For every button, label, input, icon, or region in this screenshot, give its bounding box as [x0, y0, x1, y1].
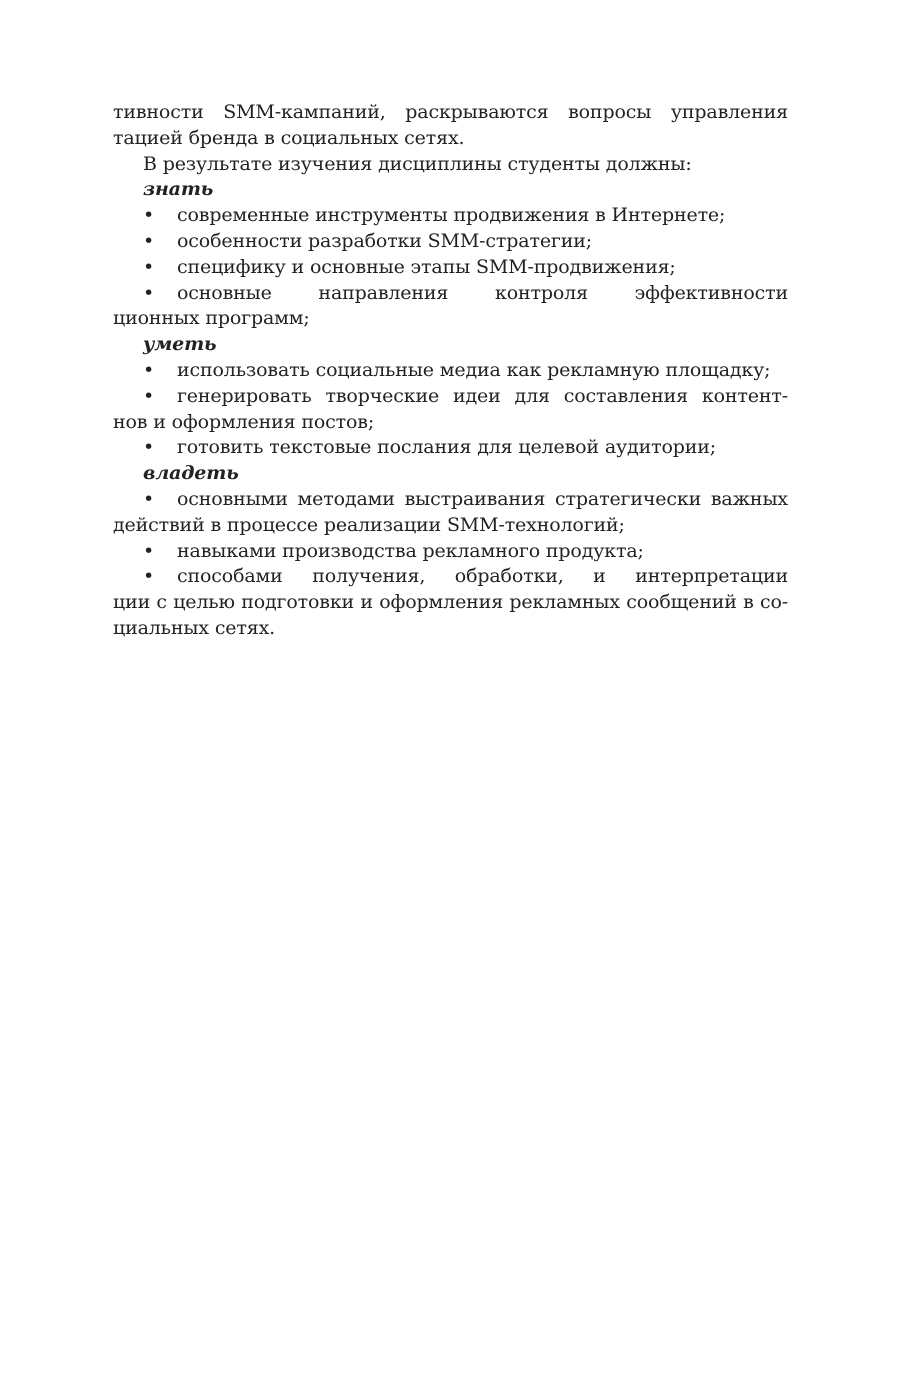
intro-line-3: В результате изучения дисциплины студенты должны: — [143, 152, 692, 175]
list-item — [113, 203, 788, 229]
list-item-text: особенности разработки SMM-стратегии; — [177, 229, 593, 252]
list-item-continuation: нов и оформления постов; — [113, 410, 375, 433]
list-item-text: специфику и основные этапы SMM-продвижения; — [177, 255, 676, 278]
list-item — [113, 564, 788, 590]
bullet-icon: • — [143, 204, 155, 227]
list-item — [113, 358, 788, 384]
list-item — [113, 255, 788, 281]
bullet-icon: • — [143, 487, 155, 510]
list-item — [113, 435, 788, 461]
list-item-text: навыками производства рекламного продукта; — [177, 539, 644, 562]
bullet-icon: • — [143, 565, 155, 588]
section-heading-can: уметь — [143, 333, 217, 356]
document-page — [113, 100, 788, 642]
bullet-icon: • — [143, 281, 155, 304]
list-item — [113, 487, 788, 513]
bullet-icon: • — [143, 539, 155, 562]
bullet-icon: • — [143, 436, 155, 459]
section-heading-master: владеть — [143, 462, 239, 485]
list-item — [113, 281, 788, 307]
list-item-continuation: ционных программ; — [113, 307, 310, 330]
list-item-text: основные направления контроля эффективности — [177, 281, 788, 304]
list-item-text: генерировать творческие идеи для составления контент- — [177, 384, 788, 407]
bullet-icon: • — [143, 229, 155, 252]
list-item — [113, 229, 788, 255]
list-item-continuation: циальных сетях. — [113, 616, 276, 639]
intro-line-2: тацией бренда в социальных сетях. — [113, 126, 465, 149]
bullet-icon: • — [143, 255, 155, 278]
intro-line-1: тивности SMM-кампаний, раскрываются вопросы управления — [113, 101, 788, 123]
list-item-continuation: ции с целью подготовки и оформления рекламных сообщений в со- — [113, 591, 788, 614]
list-item-continuation: действий в процессе реализации SMM-технологий; — [113, 513, 625, 536]
list-item-text: основными методами выстраивания стратегически важных — [177, 487, 788, 510]
list-item — [113, 384, 788, 410]
bullet-icon: • — [143, 384, 155, 407]
list-item-text: способами получения, обработки, и интерпретации — [177, 565, 788, 588]
bullet-icon: • — [143, 358, 155, 381]
list-item-text: готовить текстовые послания для целевой аудитории; — [177, 436, 717, 459]
list-item — [113, 539, 788, 565]
list-item-text: современные инструменты продвижения в Интернете; — [177, 204, 726, 227]
section-heading-know: знать — [143, 178, 214, 201]
list-item-text: использовать социальные медиа как рекламную площадку; — [177, 358, 771, 381]
